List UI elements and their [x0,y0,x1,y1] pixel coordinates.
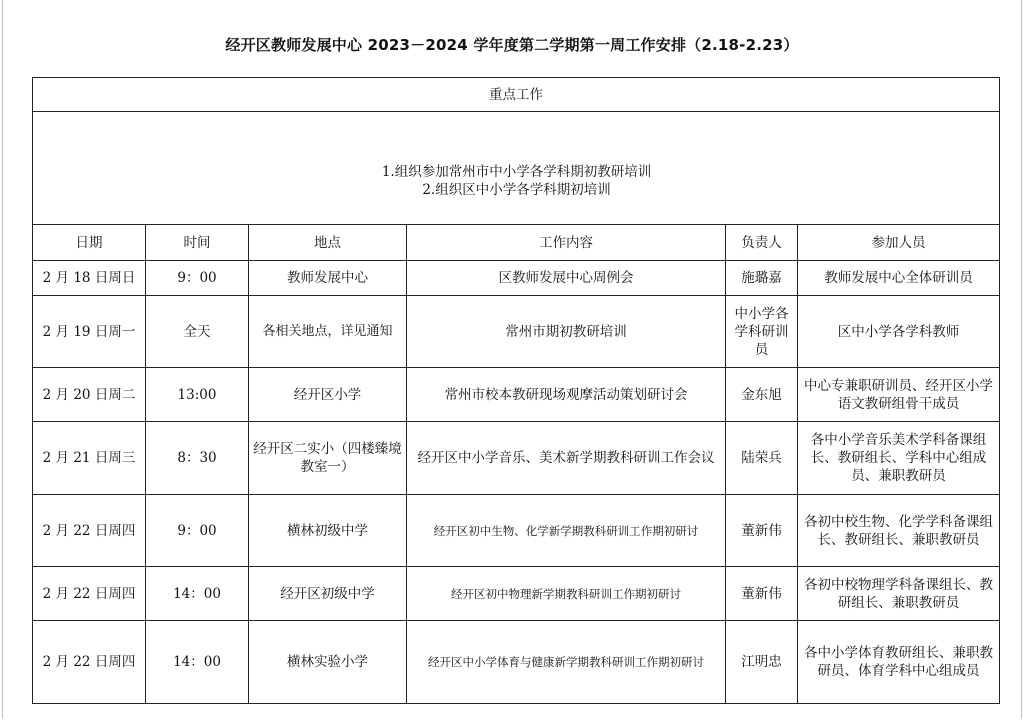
cell-content: 经开区初中生物、化学新学期教科研训工作期初研讨 [407,495,726,567]
table-row [33,261,1000,296]
cell-participants: 各中小学音乐美术学科备课组长、教研组长、学科中心组成员、兼职教研员 [798,422,1000,495]
cell-content: 经开区中小学体育与健康新学期教科研训工作期初研讨 [407,621,726,704]
document-title: 经开区教师发展中心 2023－2024 学年度第二学期第一周工作安排（2.18-2.23） [225,36,799,54]
key-work-row [33,112,1000,225]
cell-owner: 陆荣兵 [726,422,798,495]
cell-location: 横林初级中学 [249,495,407,567]
table-row [33,495,1000,567]
cell-date: 2 月 22 日周四 [33,495,146,567]
cell-location: 经开区二实小（四楼臻境教室一） [249,422,407,495]
key-work-item: 1.组织参加常州市中小学各学科期初教研培训 [381,164,652,180]
cell-participants: 教师发展中心全体研训员 [798,261,1000,296]
cell-location: 经开区初级中学 [249,567,407,621]
cell-date: 2 月 20 日周二 [33,368,146,422]
cell-participants: 各中小学体育教研组长、兼职教研员、体育学科中心组成员 [798,621,1000,704]
header-location: 地点 [249,225,407,261]
cell-owner: 中小学各学科研训员 [726,296,798,368]
cell-location: 横林实验小学 [249,621,407,704]
header-owner: 负责人 [726,225,798,261]
cell-owner: 董新伟 [726,567,798,621]
header-participants: 参加人员 [798,225,1000,261]
cell-date: 2 月 19 日周一 [33,296,146,368]
schedule-table [32,77,1000,704]
table-row [33,422,1000,495]
table-row [33,296,1000,368]
cell-participants: 中心专兼职研训员、经开区小学语文教研组骨干成员 [798,368,1000,422]
cell-time: 14：00 [146,621,249,704]
key-work-heading: 重点工作 [33,78,1000,112]
cell-participants: 各初中校生物、化学学科备课组长、教研组长、兼职教研员 [798,495,1000,567]
cell-participants: 各初中校物理学科备课组长、教研组长、兼职教研员 [798,567,1000,621]
cell-time: 9：00 [146,261,249,296]
key-work-item: 2.组织区中小学各学科期初培训 [422,182,611,198]
key-work-list [33,112,1000,225]
cell-location: 经开区小学 [249,368,407,422]
cell-owner: 江明忠 [726,621,798,704]
cell-participants: 区中小学各学科教师 [798,296,1000,368]
cell-date: 2 月 22 日周四 [33,567,146,621]
table-row [33,368,1000,422]
cell-time: 14：00 [146,567,249,621]
header-time: 时间 [146,225,249,261]
header-date: 日期 [33,225,146,261]
cell-date: 2 月 18 日周日 [33,261,146,296]
cell-time: 8：30 [146,422,249,495]
key-work-heading-row [33,78,1000,112]
table-row [33,567,1000,621]
cell-time: 13:00 [146,368,249,422]
cell-location: 教师发展中心 [249,261,407,296]
cell-time: 全天 [146,296,249,368]
cell-content: 常州市期初教研培训 [407,296,726,368]
cell-date: 2 月 21 日周三 [33,422,146,495]
cell-owner: 董新伟 [726,495,798,567]
header-row [33,225,1000,261]
table-row [33,621,1000,704]
cell-owner: 金东旭 [726,368,798,422]
cell-date: 2 月 22 日周四 [33,621,146,704]
cell-location: 各相关地点，详见通知 [249,296,407,368]
header-content: 工作内容 [407,225,726,261]
cell-content: 常州市校本教研现场观摩活动策划研讨会 [407,368,726,422]
cell-time: 9：00 [146,495,249,567]
cell-content: 经开区初中物理新学期教科研训工作期初研讨 [407,567,726,621]
cell-content: 区教师发展中心周例会 [407,261,726,296]
cell-owner: 施璐嘉 [726,261,798,296]
cell-content: 经开区中小学音乐、美术新学期教科研训工作会议 [407,422,726,495]
